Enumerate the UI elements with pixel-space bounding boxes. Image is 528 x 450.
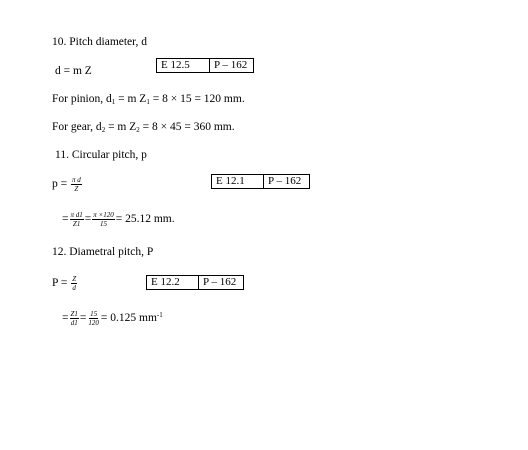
fraction: $\frac{\text{π d}}{Z}$ xyxy=(72,176,81,193)
pitch-diameter-formula: d = m Z xyxy=(55,65,92,77)
fraction: $\frac{\text{π d1}}{Z1}$ xyxy=(70,211,83,228)
section-12-heading: 12. Diametral pitch, P xyxy=(52,246,154,258)
reference-box-e12-1 xyxy=(211,174,310,189)
section-11-heading: 11. Circular pitch, p xyxy=(55,149,147,161)
equation-ref: E 12.1 xyxy=(216,175,245,187)
equation-ref: E 12.5 xyxy=(161,59,190,71)
reference-box-e12-5 xyxy=(156,58,254,73)
fraction: $\frac{\pi \times 120}{15}$ xyxy=(93,211,114,228)
section-10-heading: 10. Pitch diameter, d xyxy=(52,36,148,48)
page-ref: P – 162 xyxy=(198,276,243,289)
reference-box-e12-2 xyxy=(146,275,244,290)
circular-pitch-formula: p = $\frac{\text{π d}}{Z}$ xyxy=(52,176,81,193)
page-ref: P – 162 xyxy=(209,59,253,72)
circular-pitch-calculation: = $\frac{\text{π d1}}{Z1}$ = $\frac{\pi \times 120}{15}$ = 25.12 mm. xyxy=(62,211,175,228)
fraction: $\frac{Z1}{d1}$ xyxy=(70,310,78,327)
gear-diameter-line: For gear, $d_2 = m$ $Z_2 = 8 \times 45 = 360$ mm. xyxy=(52,121,235,134)
diametral-pitch-formula: P = $\frac{Z}{d}$ xyxy=(52,275,77,292)
pinion-diameter-line: For pinion, $d_1 = m$ $Z_1 = 8 \times 15 = 120$ mm. xyxy=(52,93,245,106)
diametral-pitch-calculation: = $\frac{Z1}{d1}$ = $\frac{15}{120}$ = 0.125 $mm^{-1}$ xyxy=(62,310,163,327)
fraction: $\frac{Z}{d}$ xyxy=(72,275,77,292)
fraction: $\frac{15}{120}$ xyxy=(88,310,99,327)
equation-ref: E 12.2 xyxy=(151,276,180,288)
page-ref: P – 162 xyxy=(263,175,309,188)
